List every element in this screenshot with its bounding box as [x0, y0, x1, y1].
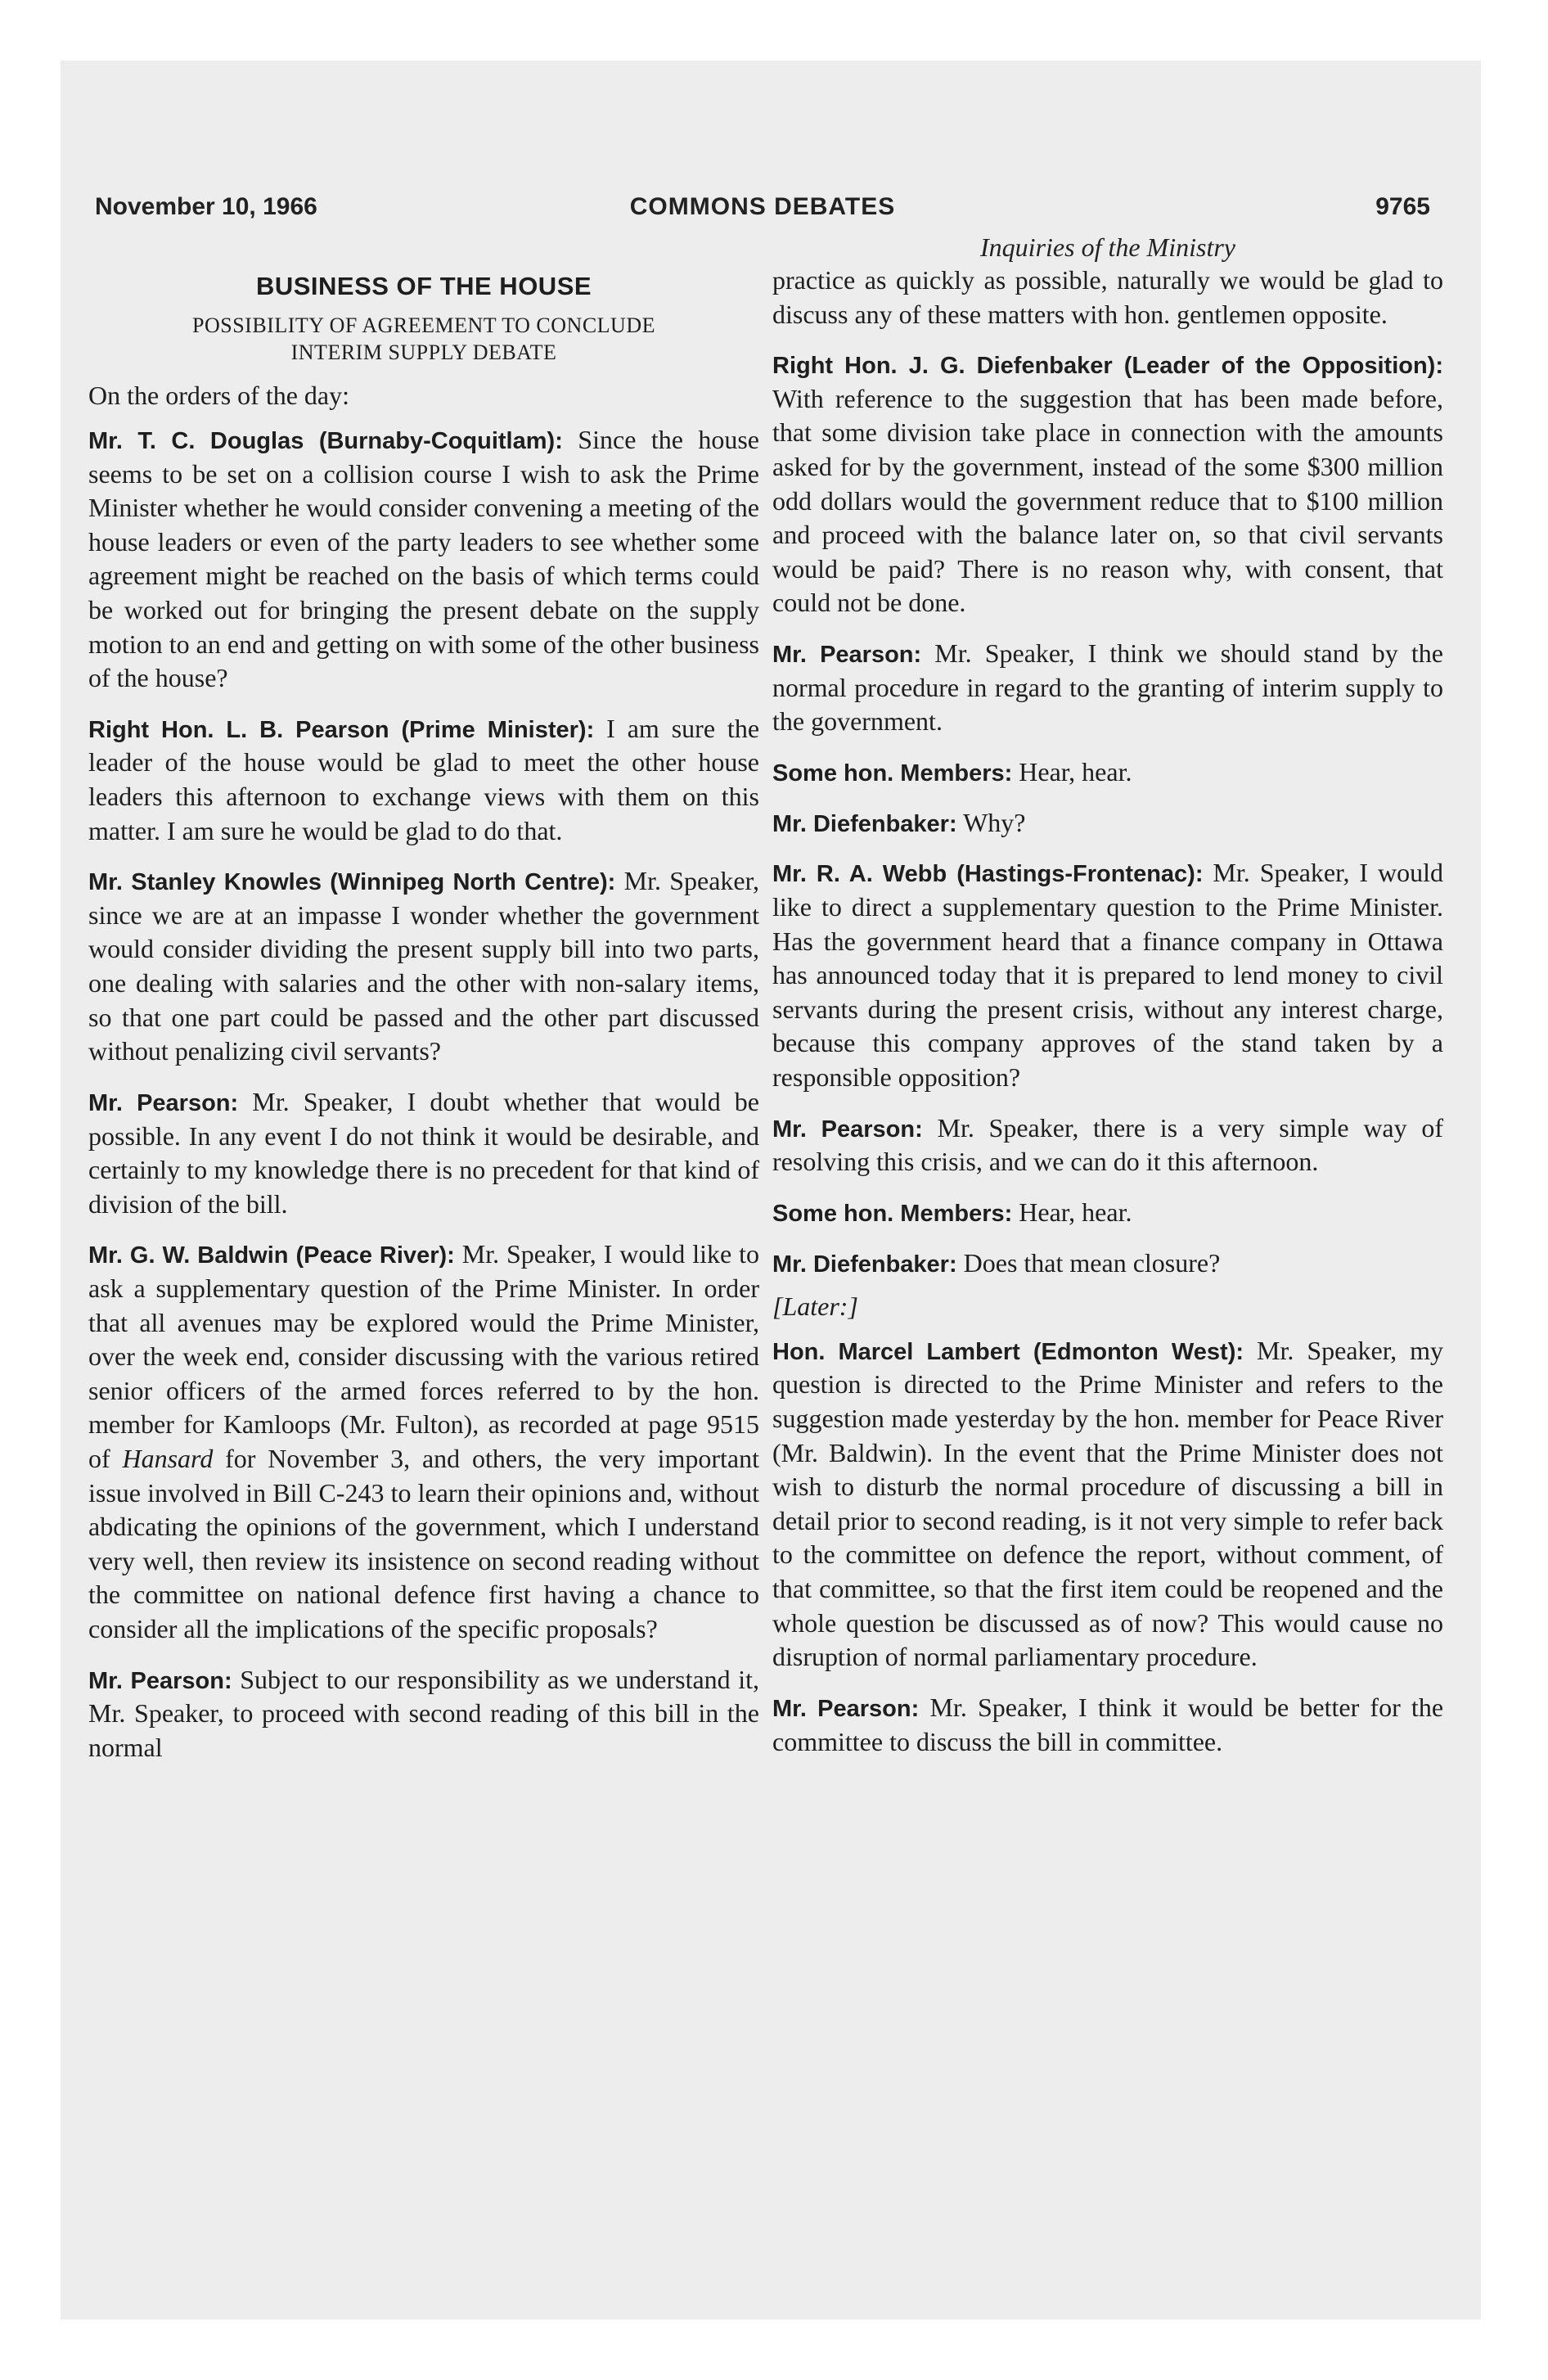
speaker-name: Mr. G. W. Baldwin (Peace River): — [88, 1242, 455, 1269]
speech-text: for November 3, and others, the very important issue involved in Bill C-243 to learn their opinions and, without abdicating the opinions of the government, which I understand very well, then review its insistence on second reading without the committee on national defence first having a chance to consider all the implications of the specific proposals? — [88, 1443, 760, 1643]
speech-pearson-6 — [772, 1691, 1443, 1759]
interjection-members-2 — [772, 1196, 1443, 1230]
page-number: 9765 — [1375, 193, 1430, 220]
speaker-name: Mr. Diefenbaker: — [772, 1251, 957, 1278]
hansard-title: Hansard — [122, 1443, 214, 1473]
speech-pearson-1 — [88, 712, 759, 848]
subtitle-line-2: INTERIM SUPPLY DEBATE — [290, 340, 557, 364]
speaker-name: Hon. Marcel Lambert (Edmonton West): — [772, 1338, 1244, 1365]
speech-text: Mr. Speaker, since we are at an impasse I wonder whether the government would consider dividing the present supply bill into two parts, one dealing with salaries and the other with non-salary items, so that one part could be passed and the other part discussed without penalizing civil servants? — [88, 866, 760, 1066]
speaker-name: Mr. Pearson: — [772, 1695, 920, 1722]
speech-text: Mr. Speaker, I would like to ask a supplementary question of the Prime Minister. In order that all avenues may be explored would the Prime Minister, over the week end, consider discussing with the various retired senior officers of the armed forces referred to by the hon. member for Kamloops (Mr. Fulton), as recorded at page 9515 of — [88, 1239, 760, 1473]
right-column — [772, 264, 1443, 1775]
speech-pearson-2 — [88, 1085, 759, 1221]
speaker-name: Mr. Pearson: — [772, 1116, 923, 1143]
speaker-name: Some hon. Members: — [772, 760, 1013, 787]
speech-text: Why? — [963, 807, 1026, 837]
running-head: Inquiries of the Ministry — [980, 232, 1235, 262]
left-column — [88, 264, 759, 1781]
header-title: COMMONS DEBATES — [629, 193, 896, 220]
speech-webb — [772, 856, 1443, 1094]
speech-text: Mr. Speaker, there is a very simple way of resolving this crisis, and we can do it this afternoon. — [772, 1112, 1444, 1177]
speech-text: Hear, hear. — [1019, 1197, 1132, 1227]
speech-lambert — [772, 1334, 1443, 1675]
later-marker: [Later:] — [772, 1291, 858, 1322]
speech-diefenbaker-2 — [772, 806, 1443, 841]
speaker-name: Mr. T. C. Douglas (Burnaby-Coquitlam): — [88, 427, 563, 454]
speech-baldwin — [88, 1237, 759, 1646]
speech-text: Hear, hear. — [1019, 756, 1132, 787]
speech-text: Does that mean closure? — [963, 1247, 1221, 1278]
speech-text: I am sure the leader of the house would be glad to meet the other house leaders this afternoon to exchange views with them on this matter. I am sure he would be glad to do that. — [88, 713, 760, 845]
speech-pearson-3 — [88, 1663, 759, 1765]
speech-diefenbaker-1 — [772, 348, 1443, 620]
speaker-name: Mr. Stanley Knowles (Winnipeg North Centre): — [88, 869, 616, 896]
speech-pearson-4 — [772, 637, 1443, 739]
subtitle-line-1: POSSIBILITY OF AGREEMENT TO CONCLUDE — [192, 313, 655, 338]
speech-continuation — [772, 264, 1443, 331]
speech-text: Mr. Speaker, I would like to direct a supplementary question to the Prime Minister. Has the government heard that a finance company in Ottawa has announced today that it is prepared to lend money to civil servants during the present crisis, without any interest charge, because this company approves of the stand taken by a responsible opposition? — [772, 858, 1444, 1092]
speech-text: With reference to the suggestion that has been made before, that some division take place in connection with the amounts asked for by the government, instead of the some $300 million odd dollars would the government reduce that to $100 million and proceed with the balance later on, so that civil servants would be paid? There is no reason why, with consent, that could not be done. — [772, 383, 1443, 618]
interjection-members-1 — [772, 755, 1443, 790]
speaker-name: Mr. Pearson: — [88, 1667, 232, 1694]
speech-text: Since the house seems to be set on a collision course I wish to ask the Prime Minister whether he would consider convening a meeting of the house leaders or even of the party leaders to see whether some agreement might be reached on the basis of which terms could be worked out for bringing the present debate on the supply motion to an end and getting on with some of the other business of the house? — [88, 424, 760, 693]
speech-text: Mr. Speaker, I doubt whether that would be possible. In any event I do not think it would be desirable, and certainly to my knowledge there is no precedent for that kind of division of the bill. — [88, 1086, 760, 1219]
speaker-name: Right Hon. J. G. Diefenbaker (Leader of the Opposition): — [772, 353, 1443, 380]
speech-douglas — [88, 423, 759, 696]
speaker-name: Mr. Pearson: — [772, 642, 922, 669]
speech-text: Mr. Speaker, I think we should stand by the normal procedure in regard to the granting of interim supply to the government. — [772, 638, 1444, 737]
speaker-name: Mr. R. A. Webb (Hastings-Frontenac): — [772, 861, 1204, 888]
page-header — [95, 193, 1430, 226]
speech-knowles — [88, 864, 759, 1069]
orders-of-the-day: On the orders of the day: — [88, 381, 350, 411]
speaker-name: Some hon. Members: — [772, 1200, 1013, 1227]
section-title: BUSINESS OF THE HOUSE — [255, 272, 592, 300]
speech-text: Subject to our responsibility as we understand it, Mr. Speaker, to proceed with second reading of this bill in the normal — [88, 1664, 760, 1762]
speech-text: practice as quickly as possible, naturally we would be glad to discuss any of these matters with hon. gentlemen opposite. — [772, 265, 1443, 329]
speech-pearson-5 — [772, 1111, 1443, 1179]
speaker-name: Mr. Pearson: — [88, 1089, 239, 1116]
speaker-name: Right Hon. L. B. Pearson (Prime Minister): — [88, 716, 595, 743]
speech-text: Mr. Speaker, my question is directed to the Prime Minister and refers to the suggestion made yesterday by the hon. member for Peace River (Mr. Baldwin). In the event that the Prime Minister does not wish to disturb the normal procedure of discussing a bill in detail prior to second reading, is it not very simple to refer back to the committee on defence the report, without comment, of that committee, so that the first item could be reopened and the whole question be discussed as of now? This would cause no disruption of normal parliamentary procedure. — [772, 1335, 1444, 1672]
speech-text: Mr. Speaker, I think it would be better for the committee to discuss the bill in committee. — [772, 1692, 1444, 1756]
speaker-name: Mr. Diefenbaker: — [772, 810, 957, 837]
section-subtitle — [88, 313, 759, 366]
header-date: November 10, 1966 — [95, 193, 317, 220]
speech-diefenbaker-3 — [772, 1246, 1443, 1281]
